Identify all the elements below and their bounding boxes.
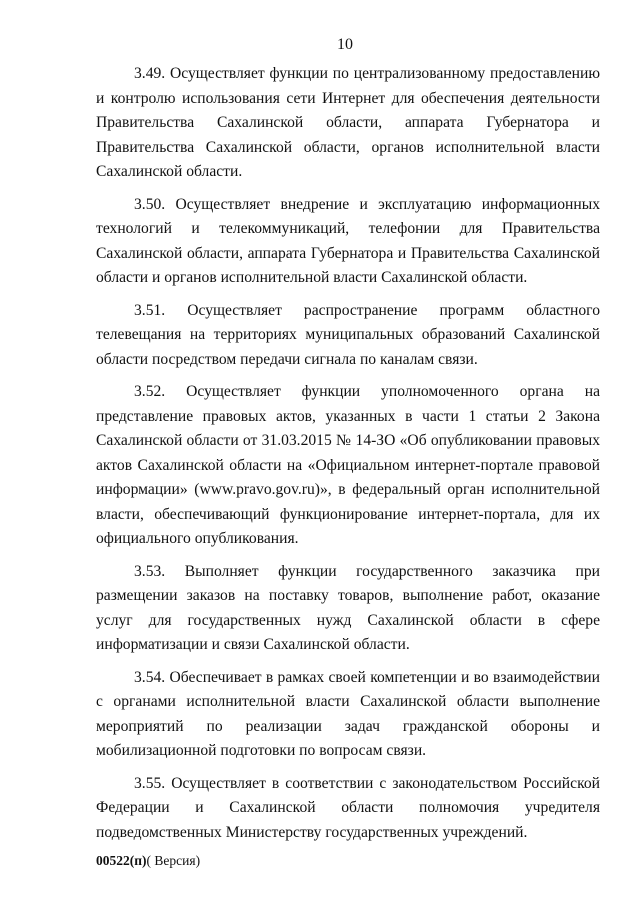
paragraph-3-55: 3.55. Осуществляет в соответствии с законодательством Российской Федерации и Сахалинской области полномочия учредителя подведомственных Министерству государственных учреждений. [96, 774, 600, 841]
paragraph-3-52: 3.52. Осуществляет функции уполномоченного органа на представление правовых актов, указанных в части 1 статьи 2 Закона Сахалинской области от 31.03.2015 № 14-ЗО «Об опубликовании правовых актов Сахалинской области на «Официальном интернет-портале правовой информации» (www.pravo.gov.ru)», в федеральный орган исполнительной власти, обеспечивающий функционирование интернет-портала, для их официального опубликования. [96, 383, 600, 547]
document-footer [96, 853, 200, 869]
paragraph-3-54: 3.54. Обеспечивает в рамках своей компетенции и во взаимодействии с органами исполнительной власти Сахалинской области выполнение мероприятий по реализации задач гражданской обороны и мобилизационной подготовки по вопросам связи. [96, 668, 600, 759]
document-body [96, 62, 600, 853]
paragraph-3-51: 3.51. Осуществляет распространение программ областного телевещания на территориях муниципальных образований Сахалинской области посредством передачи сигнала по каналам связи. [96, 301, 600, 368]
paragraph-3-49: 3.49. Осуществляет функции по централизованному предоставлению и контролю использования сети Интернет для обеспечения деятельности Правительства Сахалинской области, аппарата Губернатора и Правительства Сахалинской области, органов исполнительной власти Сахалинской области. [96, 65, 600, 180]
paragraph-3-50: 3.50. Осуществляет внедрение и эксплуатацию информационных технологий и телекоммуникаций, телефонии для Правительства Сахалинской области, аппарата Губернатора и Правительства Сахалинской области и органов исполнительной власти Сахалинской области. [96, 195, 600, 286]
document-version: ( Версия) [146, 853, 201, 868]
page-number: 10 [337, 36, 353, 53]
paragraph-3-53: 3.53. Выполняет функции государственного заказчика при размещении заказов на поставку товаров, выполнение работ, оказание услуг для государственных нужд Сахалинской области в сфере информатизации и связи Сахалинской области. [96, 562, 600, 653]
document-code: 00522(п) [96, 853, 147, 868]
